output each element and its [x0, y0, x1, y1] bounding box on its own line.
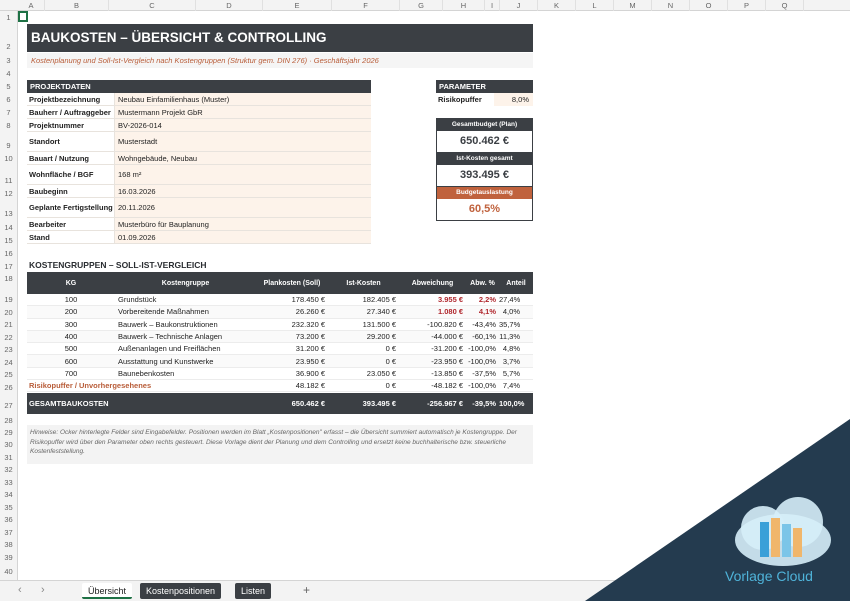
plan-cell: 23.950 € [295, 356, 325, 366]
row-header-35[interactable]: 35 [4, 503, 13, 512]
project-field-row [27, 231, 371, 244]
kpi-budget [436, 118, 533, 153]
pct-cell: 2,2% [478, 295, 496, 305]
row-header-14[interactable]: 14 [4, 223, 13, 232]
total-row[interactable] [27, 393, 533, 414]
project-field-input[interactable]: 16.03.2026 [114, 185, 371, 197]
table-row[interactable] [27, 355, 533, 367]
column-header-q[interactable]: Q [766, 0, 804, 11]
row-header-38[interactable]: 38 [4, 540, 13, 549]
pct-cell: -100,0% [468, 344, 496, 354]
sheet-subtitle: Kostenplanung und Soll-Ist-Vergleich nach Kostengruppen (Struktur gem. DIN 276) · Geschäftsjahr 2026 [27, 53, 533, 68]
column-header-k[interactable]: K [538, 0, 576, 11]
row-header-23[interactable]: 23 [4, 345, 13, 354]
row-header-28[interactable]: 28 [4, 416, 13, 425]
row-header-29[interactable]: 29 [4, 428, 13, 437]
column-header-c[interactable]: C [109, 0, 196, 11]
project-field-input[interactable]: Wohngebäude, Neubau [114, 152, 371, 164]
col-header-kg[interactable]: KG [65, 279, 77, 287]
project-field-label: Bauart / Nutzung [29, 153, 89, 163]
name-cell: Ausstattung und Kunstwerke [118, 356, 214, 366]
kpi-actual-value: 393.495 € [460, 169, 509, 181]
kg-cell: 700 [64, 368, 78, 378]
row-header-30[interactable]: 30 [4, 440, 13, 449]
row-header-32[interactable]: 32 [4, 465, 13, 474]
actual-cell: 0 € [385, 344, 396, 354]
pct-cell: 4,1% [478, 307, 496, 317]
share-cell: 5,7% [502, 368, 520, 378]
row-header-31[interactable]: 31 [4, 453, 13, 462]
kpi-budget-label: Gesamtbudget (Plan) [437, 119, 532, 131]
actual-cell: 29.200 € [366, 332, 396, 342]
name-cell: Vorbereitende Maßnahmen [118, 307, 209, 317]
table-row[interactable] [27, 306, 533, 318]
project-field-input[interactable]: Neubau Einfamilienhaus (Muster) [114, 93, 371, 105]
col-header-share[interactable]: Anteil [506, 279, 526, 287]
cost-groups-table [27, 272, 533, 414]
risk-row-plan: 48.182 € [295, 381, 325, 391]
column-header-b[interactable]: B [45, 0, 109, 11]
project-field-label: Standort [29, 137, 60, 146]
total-row-plan: 650.462 € [291, 399, 325, 409]
plan-cell: 31.200 € [295, 344, 325, 354]
row-header-17[interactable]: 17 [4, 262, 13, 271]
project-field-row [27, 165, 371, 185]
name-cell: Baunebenkosten [118, 368, 175, 378]
cost-groups-heading: KOSTENGRUPPEN – SOLL-IST-VERGLEICH [29, 260, 207, 270]
project-field-row [27, 132, 371, 152]
sheet-title: BAUKOSTEN – ÜBERSICHT & CONTROLLING [27, 24, 533, 52]
row-header-5[interactable]: 5 [6, 82, 11, 91]
diff-cell: -13.850 € [431, 368, 463, 378]
total-row-share: 100,0% [499, 399, 525, 409]
project-field-input[interactable]: 01.09.2026 [114, 231, 371, 243]
column-header-o[interactable]: O [690, 0, 728, 11]
pct-cell: -43,4% [472, 319, 496, 329]
column-header-n[interactable]: N [652, 0, 690, 11]
risk-row-actual: 0 € [385, 381, 396, 391]
col-header-diff[interactable]: Abweichung [411, 279, 454, 287]
diff-cell: -23.950 € [431, 356, 463, 366]
risk-row-name: Risikopuffer / Unvorhergesehenes [29, 381, 152, 391]
kpi-actual-label: Ist-Kosten gesamt [437, 153, 532, 165]
row-header-18[interactable]: 18 [4, 274, 13, 283]
row-header-6[interactable]: 6 [6, 95, 11, 104]
row-header-40[interactable]: 40 [4, 567, 13, 576]
diff-cell: 1.080 € [437, 307, 463, 317]
column-header-p[interactable]: P [728, 0, 766, 11]
risk-row-diff: -48.182 € [431, 381, 463, 391]
add-sheet-icon[interactable]: + [303, 583, 311, 597]
project-field-row [27, 152, 371, 165]
tab-uebersicht[interactable]: Übersicht [82, 583, 132, 599]
plan-cell: 232.320 € [291, 319, 325, 329]
project-data-heading: PROJEKTDATEN [27, 80, 371, 93]
project-field-label: Stand [29, 232, 50, 242]
column-header-h[interactable]: H [443, 0, 485, 11]
total-row-diff: -256.967 € [427, 399, 463, 409]
row-header-4[interactable]: 4 [6, 69, 11, 78]
row-header-25[interactable]: 25 [4, 370, 13, 379]
row-header-33[interactable]: 33 [4, 478, 13, 487]
risk-buffer-input[interactable]: 8,0% [494, 93, 533, 106]
row-header-13[interactable]: 13 [4, 209, 13, 218]
project-field-row [27, 106, 371, 119]
kg-cell: 600 [64, 356, 78, 366]
active-cell[interactable] [18, 11, 28, 22]
name-cell: Bauwerk – Technische Anlagen [118, 332, 223, 342]
kpi-usage-value: 60,5% [468, 203, 501, 215]
row-header-37[interactable]: 37 [4, 528, 13, 537]
kg-cell: 200 [64, 307, 78, 317]
parameter-block [436, 80, 533, 106]
kg-cell: 400 [64, 332, 78, 342]
share-cell: 11,3% [499, 332, 520, 342]
total-row-actual: 393.495 € [362, 399, 396, 409]
column-header-l[interactable]: L [576, 0, 614, 11]
project-field-row [27, 218, 371, 231]
column-header-f[interactable]: F [332, 0, 400, 11]
project-field-input[interactable]: BV-2026-014 [114, 119, 371, 131]
diff-cell: -100.820 € [427, 319, 463, 329]
row-header-26[interactable]: 26 [4, 383, 13, 392]
share-cell: 27,4% [499, 295, 521, 305]
kpi-actual [436, 152, 533, 187]
parameter-heading: PARAMETER [436, 80, 533, 93]
kg-cell: 300 [64, 319, 78, 329]
table-header-row [27, 272, 533, 294]
project-field-input[interactable]: Musterstadt [114, 132, 371, 151]
row-header-34[interactable]: 34 [4, 490, 13, 499]
next-sheet-icon[interactable]: › [41, 584, 45, 596]
row-header-24[interactable]: 24 [4, 358, 13, 367]
column-header-g[interactable]: G [400, 0, 443, 11]
row-header-2[interactable]: 2 [6, 42, 11, 51]
row-header-7[interactable]: 7 [6, 108, 11, 117]
actual-cell: 131.500 € [362, 319, 396, 329]
column-header-m[interactable]: M [614, 0, 652, 11]
column-header-j[interactable]: J [500, 0, 538, 11]
actual-cell: 182.405 € [362, 295, 396, 305]
risk-row-share: 7,4% [502, 381, 520, 391]
column-header-d[interactable]: D [196, 0, 263, 11]
actual-cell: 23.050 € [366, 368, 396, 378]
row-header-8[interactable]: 8 [6, 121, 11, 130]
actual-cell: 27.340 € [366, 307, 396, 317]
diff-cell: 3.955 € [437, 295, 463, 305]
share-cell: 4,0% [502, 307, 520, 317]
project-field-label: Baubeginn [29, 186, 68, 196]
row-header-19[interactable]: 19 [4, 295, 13, 304]
total-row-name: GESAMTBAUKOSTEN [29, 399, 109, 409]
row-header-21[interactable]: 21 [4, 320, 13, 329]
diff-cell: -31.200 € [431, 344, 463, 354]
diff-cell: -44.000 € [431, 332, 463, 342]
project-field-label: Bauherr / Auftraggeber [29, 107, 111, 117]
row-header-36[interactable]: 36 [4, 515, 13, 524]
row-header-27[interactable]: 27 [4, 401, 13, 410]
col-header-name[interactable]: Kostengruppe [161, 279, 210, 287]
row-header-16[interactable]: 16 [4, 249, 13, 258]
share-cell: 3,7% [502, 356, 520, 366]
risk-buffer-label: Risikopuffer [438, 95, 482, 104]
plan-cell: 73.200 € [295, 332, 325, 342]
row-header-1[interactable]: 1 [6, 13, 11, 22]
column-header-i[interactable]: I [485, 0, 500, 11]
row-header-3[interactable]: 3 [6, 56, 11, 65]
project-field-label: Projektnummer [29, 120, 85, 130]
project-field-label: Geplante Fertigstellung [29, 203, 113, 212]
name-cell: Grundstück [118, 295, 157, 305]
project-field-label: Projektbezeichnung [29, 94, 101, 104]
row-header-20[interactable]: 20 [4, 308, 13, 317]
row-header-11[interactable]: 11 [4, 176, 13, 185]
table-row[interactable] [27, 319, 533, 331]
kg-cell: 100 [64, 295, 78, 305]
column-header-bar [0, 0, 850, 11]
row-header-39[interactable]: 39 [4, 553, 13, 562]
project-field-row [27, 198, 371, 218]
project-field-label: Bearbeiter [29, 219, 67, 229]
row-header-bar [0, 11, 18, 580]
row-header-22[interactable]: 22 [4, 333, 13, 342]
row-header-15[interactable]: 15 [4, 236, 13, 245]
row-header-9[interactable]: 9 [6, 141, 11, 150]
pct-cell: -37,5% [472, 368, 496, 378]
project-field-input[interactable]: Musterbüro für Bauplanung [114, 218, 371, 230]
plan-cell: 178.450 € [291, 295, 325, 305]
kg-cell: 500 [64, 344, 78, 354]
project-field-row [27, 185, 371, 198]
pct-cell: -100,0% [468, 356, 496, 366]
plan-cell: 36.900 € [295, 368, 325, 378]
project-field-input[interactable]: Mustermann Projekt GbR [114, 106, 371, 118]
col-header-pct[interactable]: Abw. % [470, 279, 495, 287]
row-header-10[interactable]: 10 [4, 154, 13, 163]
table-row[interactable] [27, 343, 533, 355]
hint-note: Hinweise: Ocker hinterlegte Felder sind Eingabefelder. Positionen werden im Blatt „Kostenpositionen" erfasst – die Übersicht summiert automatisch je Kostengruppe. Der Risikopuffer wird über den Parameter oben rechts gesteuert. Diese Vorlage dient der Planung und dem Controlling und ersetzt keine buchhalterische bzw. steuerliche Kostenfeststellung. [27, 425, 533, 464]
row-header-12[interactable]: 12 [4, 189, 13, 198]
kpi-budget-value: 650.462 € [460, 135, 509, 147]
total-row-pct: -39,5% [472, 399, 496, 409]
share-cell: 4,8% [502, 344, 520, 354]
project-field-input[interactable]: 168 m² [114, 165, 371, 184]
project-data-block [27, 80, 371, 244]
prev-sheet-icon[interactable]: ‹ [18, 584, 22, 596]
col-header-plan[interactable]: Plankosten (Soll) [263, 279, 321, 287]
plan-cell: 26.260 € [295, 307, 325, 317]
risk-buffer-row[interactable] [27, 380, 533, 392]
share-cell: 35,7% [499, 319, 521, 329]
project-field-input[interactable]: 20.11.2026 [114, 198, 371, 217]
name-cell: Bauwerk – Baukonstruktionen [118, 319, 218, 329]
table-row[interactable] [27, 294, 533, 306]
column-header-a[interactable]: A [18, 0, 45, 11]
watermark-text: Vorlage Cloud [725, 568, 813, 584]
kpi-usage [436, 186, 533, 221]
table-row[interactable] [27, 331, 533, 343]
risk-row-pct: -100,0% [468, 381, 496, 391]
actual-cell: 0 € [385, 356, 396, 366]
pct-cell: -60,1% [472, 332, 496, 342]
kpi-usage-label: Budgetauslastung [437, 187, 532, 199]
col-header-actual[interactable]: Ist-Kosten [346, 279, 381, 287]
tab-listen[interactable]: Listen [235, 583, 271, 599]
name-cell: Außenanlagen und Freiflächen [118, 344, 221, 354]
tab-kostenpositionen[interactable]: Kostenpositionen [140, 583, 221, 599]
column-header-e[interactable]: E [263, 0, 332, 11]
project-field-row [27, 93, 371, 106]
table-row[interactable] [27, 368, 533, 380]
project-field-label: Wohnfläche / BGF [29, 170, 94, 179]
project-field-row [27, 119, 371, 132]
